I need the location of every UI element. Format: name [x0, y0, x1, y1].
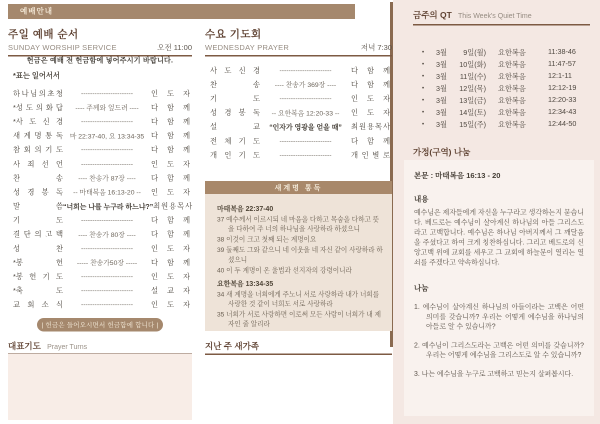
bullet-icon: •: [422, 84, 425, 92]
service-item-label: 하 나 님 의 초 청: [13, 89, 63, 98]
qt-book: 요한복음: [498, 120, 526, 129]
content-heading: 내용: [414, 195, 429, 204]
service-item-leader: 인 도 자: [151, 244, 190, 253]
service-row: [210, 133, 390, 147]
service-row: [13, 100, 190, 114]
qt-date-day: 11일(수): [459, 72, 486, 81]
service-item-label: *봉 헌 기 도: [13, 273, 63, 282]
service-item-leader: 다 함 께: [151, 258, 190, 267]
offering-pill: | 헌금은 들어오시면서 헌금함에 합니다 |: [37, 318, 163, 332]
service-item-label: 기 도: [13, 216, 63, 225]
qt-row: [413, 106, 588, 118]
service-item-label: 성 경 봉 독: [210, 109, 260, 118]
service-item-label: *봉 헌: [13, 258, 63, 267]
service-item-label: *성 도 의 화 답: [13, 103, 63, 112]
qt-row: [413, 46, 588, 58]
wednesday-prayer-header: [205, 26, 392, 57]
bullet-icon: •: [422, 48, 425, 56]
service-item-label: 사 죄 선 언: [13, 160, 63, 169]
bullet-icon: •: [422, 120, 425, 128]
service-item-detail: -- 마태복음 16:13-20 --: [73, 188, 141, 197]
qt-verse-range: 12:12-19: [548, 84, 577, 92]
qt-date-month: 3월: [436, 60, 447, 69]
service-row: [13, 227, 190, 241]
offering-notice: 헌금은 예배 전 헌금함에 넣어주시기 바랍니다.: [26, 56, 174, 64]
prayer-turns-title: 대표기도: [8, 341, 41, 351]
bullet-icon: •: [422, 108, 425, 116]
service-item-detail: 마 22:37-40, 요 13:34-35: [69, 132, 145, 140]
reading-box-header: 새계명 통독: [205, 181, 392, 194]
service-item-label: 개 인 기 도: [210, 151, 260, 160]
service-row: [13, 128, 190, 142]
verse-line: 37 예수께서 이르시되 네 마음을 다하고 목숨을 다하고 뜻을 다하여 주 너의 하나님을 사랑하라 하셨으니: [217, 215, 380, 233]
service-item-label: 성 찬: [13, 244, 63, 253]
service-item-detail: “인자가 영광을 얻을 때”: [269, 123, 342, 131]
service-item-label: *사 도 신 경: [13, 117, 63, 126]
qt-panel: [393, 0, 600, 424]
service-item-leader: 다 함 께: [351, 80, 390, 89]
wednesday-prayer-time: 저녁 7:30: [360, 43, 392, 52]
qt-book: 요한복음: [498, 60, 526, 69]
service-item-leader: 다 함 께: [151, 174, 190, 183]
sunday-service-title: 주일 예배 순서: [8, 28, 79, 40]
qt-date-month: 3월: [436, 84, 447, 93]
service-row: [210, 119, 390, 133]
service-item-detail: ---- 찬송가 80장 ----: [78, 230, 136, 239]
service-item-leader: 다 함 께: [351, 66, 390, 75]
newcomers-title: 지난 주 새가족: [205, 341, 259, 351]
wednesday-prayer-section: [205, 0, 392, 424]
sunday-order-list: [13, 86, 193, 312]
qt-subtitle: This Week's Quiet Time: [458, 11, 532, 20]
service-item-detail: “너희는 나를 누구라 하느냐?”: [63, 202, 154, 211]
service-row: [13, 269, 190, 283]
service-row: [13, 297, 190, 311]
service-row: [13, 114, 190, 128]
service-row: [210, 77, 390, 91]
service-item-leader: 최 원 용 목 사: [153, 202, 193, 211]
service-item-detail: -- 요한복음 12:20-33 --: [271, 109, 340, 117]
qt-date-month: 3월: [436, 48, 447, 57]
service-item-leader: 최 원 용 목 사: [351, 123, 390, 132]
qt-date-month: 3월: [436, 72, 447, 81]
service-item-label: 찬 송: [210, 80, 260, 89]
qt-date-day: 10일(화): [459, 60, 486, 69]
qt-book: 요한복음: [498, 96, 526, 105]
bullet-icon: •: [422, 72, 425, 80]
service-item-label: 참 회 의 기 도: [13, 146, 63, 155]
qt-verse-range: 11:38-46: [548, 48, 576, 56]
verse-line: 34 새 계명을 너희에게 주노니 서로 사랑하라 내가 너희를 사랑한 것 같이 너희도 서로 사랑하라: [217, 290, 380, 308]
share-heading: 나눔: [414, 284, 429, 293]
service-item-leader: 다 함 께: [151, 117, 190, 126]
service-item-label: 말 씀: [13, 202, 63, 211]
qt-verse-range: 11:47-57: [548, 60, 576, 68]
service-item-leader: 다 함 께: [151, 132, 190, 141]
qt-verse-range: 12:20-33: [548, 96, 577, 104]
service-item-leader: 다 함 께: [151, 103, 190, 112]
service-item-detail: -----------------------: [80, 272, 134, 281]
service-item-detail: -----------------------: [279, 94, 332, 102]
qt-date-month: 3월: [436, 108, 447, 117]
service-item-detail: ---- 찬송가 369장 ----: [274, 81, 337, 89]
qt-row: [413, 82, 588, 94]
verse-line: 40 이 두 계명이 온 율법과 선지자의 강령이니라: [217, 266, 352, 274]
service-item-detail: -----------------------: [80, 300, 134, 309]
bullet-icon: •: [422, 96, 425, 104]
worship-info-badge: 예배안내: [8, 4, 355, 19]
service-item-leader: 인 도 자: [151, 89, 190, 98]
qt-book: 요한복음: [498, 84, 526, 93]
service-item-label: 찬 송: [13, 174, 63, 183]
qt-book: 요한복음: [498, 48, 526, 57]
service-item-detail: -----------------------: [80, 216, 134, 224]
service-row: [13, 199, 193, 213]
service-item-leader: 인 도 자: [151, 160, 190, 169]
qt-date-day: 15일(주): [459, 120, 486, 129]
qt-header: [413, 8, 590, 26]
service-item-label: 교 회 소 식: [13, 301, 63, 310]
bullet-icon: •: [422, 60, 425, 68]
qt-book: 요한복음: [498, 108, 526, 117]
sharing-question: 1. 예수님이 살아계신 하나님의 아들이라는 고백은 어떤 의미를 갖습니까? 우리는 어떻게 예수님을 하나님의 아들로 알 수 있습니까?: [414, 303, 584, 331]
service-item-label: 결 단 의 고 백: [13, 230, 63, 239]
family-sharing-title: 가정(구역) 나눔: [413, 147, 471, 157]
scripture-reference: 마태복음 22:37-40: [217, 205, 274, 213]
service-item-leader: 인 도 자: [151, 188, 190, 197]
service-item-leader: 인 도 자: [351, 94, 390, 103]
service-row: [13, 255, 190, 269]
service-item-label: 설 교: [210, 123, 260, 132]
service-row: [13, 142, 190, 156]
newcomers-header: [205, 339, 392, 355]
service-row: [210, 63, 390, 77]
service-row: [13, 213, 190, 227]
service-item-detail: -----------------------: [80, 286, 134, 295]
reading-box-body: [205, 194, 392, 329]
qt-title: 금주의 QT: [413, 10, 452, 20]
service-row: [13, 171, 190, 185]
service-item-label: 성 경 봉 독: [13, 188, 63, 197]
content-text: 예수님은 제자들에게 자신을 누구라고 생각하는지 묻습니다. 베드로는 예수님이 살아계신 하나님의 아들 그리스도라고 고백합니다. 예수님은 하나님 아버지께서 그 깨달음을 주셨다고 하여 크게 칭찬하십니다. 그리고 베드로의 신앙고백 위에 교회를 세우고 그 교회에 하늘문이 열리는 열쇠를 주겠다고 약속하십니다.: [414, 208, 584, 266]
service-item-detail: -----------------------: [80, 244, 134, 252]
service-row: [13, 156, 190, 170]
prayer-turns-header: [8, 339, 192, 355]
service-item-detail: -----------------------: [80, 89, 134, 97]
service-row: [210, 105, 390, 119]
service-item-detail: -----------------------: [80, 145, 134, 154]
qt-verse-range: 12:34-43: [548, 108, 577, 116]
service-row: [13, 241, 190, 255]
wednesday-order-list: [210, 63, 390, 162]
qt-date-day: 9일(월): [463, 48, 486, 57]
qt-date-day: 14일(토): [459, 108, 486, 117]
service-item-leader: 설 교 자: [151, 287, 190, 296]
service-item-label: *축 도: [13, 287, 63, 296]
sunday-service-section: [8, 0, 192, 424]
service-item-detail: -----------------------: [80, 117, 134, 125]
verse-line: 35 너희가 서로 사랑하면 이로써 모든 사람이 너희가 내 제자인 줄 알리라: [217, 310, 381, 328]
stand-note: *표는 일어서서: [13, 72, 60, 80]
service-item-detail: -----------------------: [279, 150, 332, 159]
service-row: [13, 283, 190, 297]
sunday-service-subtitle: SUNDAY WORSHIP SERVICE: [8, 43, 117, 52]
service-item-leader: 다 함 께: [351, 137, 390, 146]
qt-date-day: 12일(목): [459, 84, 486, 93]
service-item-leader: 인 도 자: [351, 109, 390, 118]
service-row: [210, 91, 390, 105]
service-item-leader: 다 함 께: [151, 216, 190, 225]
service-row: [13, 185, 190, 199]
service-item-detail: ---- 주께와 엎드려 ----: [75, 104, 139, 112]
sunday-service-header: [8, 26, 192, 57]
sharing-question: 2. 예수님이 그리스도라는 고백은 어떤 의미를 갖습니까? 우리는 어떻게 예수님을 그리스도로 알 수 있습니까?: [414, 341, 584, 359]
service-row: [210, 148, 390, 162]
qt-verse-range: 12:1-11: [548, 72, 572, 80]
qt-date-month: 3월: [436, 120, 447, 129]
service-row: [13, 86, 190, 100]
qt-row: [413, 94, 588, 106]
service-item-detail: ----- 찬송가50장 -----: [76, 259, 138, 267]
qt-date-month: 3월: [436, 96, 447, 105]
service-item-label: 전 체 기 도: [210, 137, 260, 146]
qt-date-day: 13일(금): [459, 96, 486, 105]
qt-verse-range: 12:44-50: [548, 120, 577, 128]
qt-row: [413, 118, 588, 130]
wednesday-prayer-subtitle: WEDNESDAY PRAYER: [205, 43, 290, 52]
sunday-service-time: 오전 11:00: [157, 43, 192, 52]
service-item-label: 새 계 명 통 독: [13, 132, 63, 141]
service-item-leader: 개 인 별 로: [351, 151, 390, 160]
verse-line: 39 둘째도 그와 같으니 네 이웃을 네 자신 같이 사랑하라 하셨으니: [217, 246, 383, 264]
service-item-leader: 인 도 자: [151, 273, 190, 282]
sharing-questions: [414, 302, 584, 379]
qt-row: [413, 58, 588, 70]
family-sharing-box: [404, 160, 594, 416]
prayer-turns-box: [8, 354, 192, 420]
prayer-turns-subtitle: Prayer Turns: [47, 342, 88, 351]
service-item-label: 기 도: [210, 94, 260, 103]
service-item-detail: ---- 찬송가 87장 ----: [78, 174, 136, 183]
qt-row: [413, 70, 588, 82]
wednesday-prayer-title: 수요 기도회: [205, 28, 262, 40]
service-item-leader: 인 도 자: [151, 301, 190, 310]
service-item-leader: 다 함 께: [151, 146, 190, 155]
sharing-question: 3. 나는 예수님을 누구로 고백하고 믿는지 살펴봅시다.: [414, 369, 574, 378]
service-item-detail: -----------------------: [279, 66, 332, 74]
service-item-detail: -----------------------: [80, 159, 134, 168]
verse-line: 38 이것이 크고 첫째 되는 계명이요: [217, 235, 317, 244]
service-item-leader: 다 함 께: [151, 230, 190, 239]
qt-book: 요한복음: [498, 72, 526, 81]
service-item-label: 사 도 신 경: [210, 66, 260, 75]
sharing-passage: 본문 : 마태복음 16:13 - 20: [414, 171, 501, 180]
scripture-reference: 요한복음 13:34-35: [217, 279, 274, 288]
qt-list: [413, 46, 588, 130]
service-item-detail: -----------------------: [279, 136, 332, 145]
new-commandment-reading-box: [205, 181, 392, 331]
